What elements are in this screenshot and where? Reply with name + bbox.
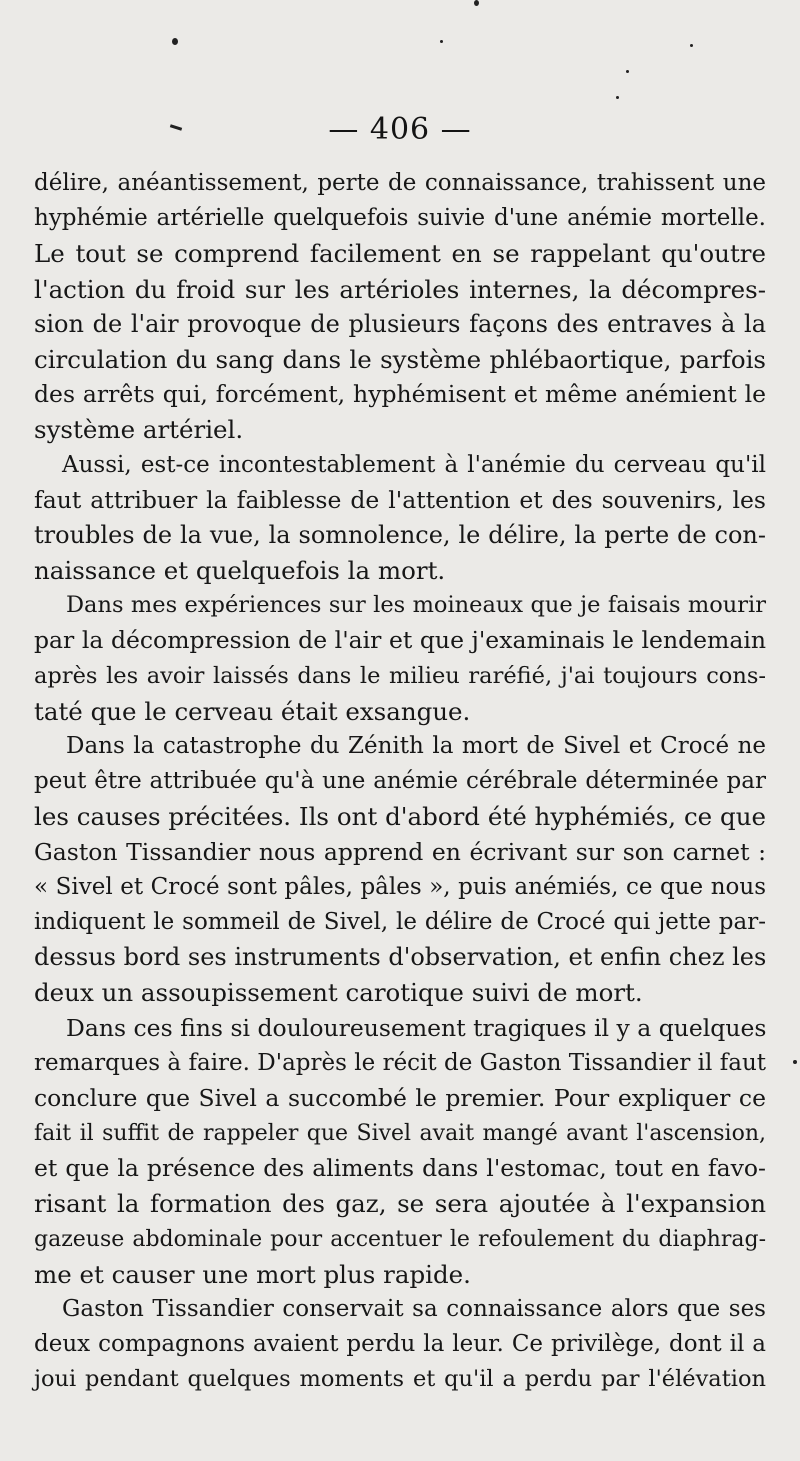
text-line: délire, anéantissement, perte de connaissance, trahissent une — [34, 170, 766, 196]
text-line: Aussi, est-ce incontestablement à l'anémie du cerveau qu'il — [62, 451, 766, 478]
text-line: sion de l'air provoque de plusieurs façons des entraves à la — [34, 309, 766, 338]
text-line: peut être attribuée qu'à une anémie cérébrale déterminée par — [34, 768, 766, 795]
page-number: — 406 — — [328, 112, 472, 147]
text-line: après les avoir laissés dans le milieu raréfié, j'ai toujours cons- — [34, 662, 766, 689]
text-line: Dans ces fins si douloureusement tragiques il y a quelques — [66, 1013, 767, 1042]
text-line: conclure que Sivel a succombé le premier. Pour expliquer ce — [34, 1083, 766, 1112]
print-speck — [440, 40, 443, 43]
print-speck — [690, 44, 693, 47]
text-line: Le tout se comprend facilement en se rappelant qu'outre — [34, 239, 766, 269]
text-line: Dans la catastrophe du Zénith la mort de Sivel et Crocé ne — [66, 733, 766, 759]
text-line: l'action du froid sur les artérioles internes, la décompres- — [34, 274, 766, 304]
print-speck — [793, 1060, 797, 1064]
text-line: faut attribuer la faiblesse de l'attention et des souvenirs, les — [34, 485, 766, 514]
print-speck — [626, 70, 629, 73]
text-line: par la décompression de l'air et que j'examinais le lendemain — [34, 626, 766, 655]
text-line: deux un assoupissement carotique suivi de mort. — [34, 978, 643, 1008]
text-line: circulation du sang dans le système phlébaortique, parfois — [34, 344, 766, 374]
body-text — [34, 166, 766, 1398]
text-line: système artériel. — [34, 415, 244, 445]
text-line: joui pendant quelques moments et qu'il a perdu par l'élévation — [34, 1366, 766, 1393]
text-line: Dans mes expériences sur les moineaux que je faisais mourir — [66, 592, 766, 619]
text-line: « Sivel et Crocé sont pâles, pâles », puis anémiés, ce que nous — [34, 873, 766, 900]
text-line: deux compagnons avaient perdu la leur. Ce privilège, dont il a — [34, 1331, 766, 1358]
text-line: gazeuse abdominale pour accentuer le refoulement du diaphrag- — [34, 1226, 766, 1252]
text-line: des arrêts qui, forcément, hyphémisent et même anémient le — [34, 380, 766, 409]
text-line: troubles de la vue, la somnolence, le délire, la perte de con- — [34, 520, 766, 549]
text-line: fait il suffit de rappeler que Sivel avait mangé avant l'ascension, — [34, 1121, 766, 1147]
print-speck — [474, 0, 479, 6]
text-line: hyphémie artérielle quelquefois suivie d'une anémie mortelle. — [34, 205, 766, 232]
text-line: Gaston Tissandier conservait sa connaissance alors que ses — [62, 1296, 766, 1322]
text-line: taté que le cerveau était exsangue. — [34, 696, 471, 726]
text-line: et que la présence des aliments dans l'estomac, tout en favo- — [34, 1154, 766, 1183]
text-line: dessus bord ses instruments d'observation, et enfin chez les — [34, 943, 767, 972]
text-line: les causes précitées. Ils ont d'abord été hyphémiés, ce que — [34, 802, 766, 832]
text-line: remarques à faire. D'après le récit de Gaston Tissandier il faut — [34, 1049, 766, 1076]
print-speck — [616, 96, 619, 99]
text-line: risant la formation des gaz, se sera ajoutée à l'expansion — [34, 1189, 766, 1219]
text-line: Gaston Tissandier nous apprend en écrivant sur son carnet : — [34, 837, 766, 866]
text-line: indiquent le sommeil de Sivel, le délire de Crocé qui jette par- — [34, 908, 766, 935]
text-line: naissance et quelquefois la mort. — [34, 556, 446, 586]
print-speck — [172, 38, 178, 45]
text-line: me et causer une mort plus rapide. — [34, 1259, 471, 1289]
